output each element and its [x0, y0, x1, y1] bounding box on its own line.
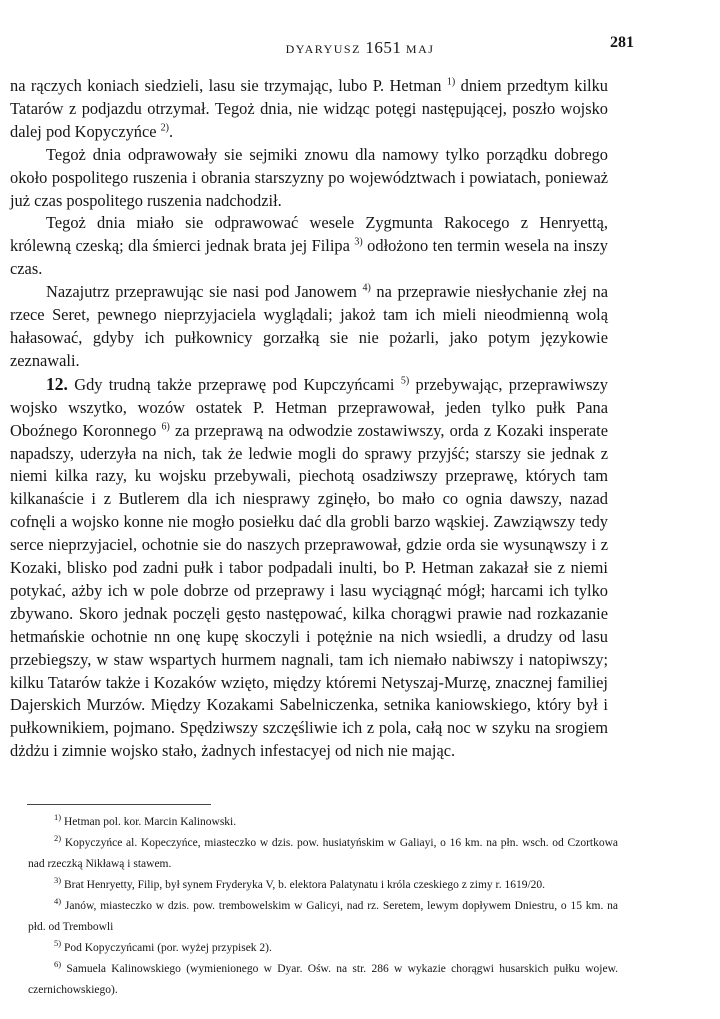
footnote-6 [28, 959, 618, 1001]
footnote-1-text: Hetman pol. kor. Marcin Kalinowski. [63, 816, 237, 828]
footnote-separator [27, 804, 211, 805]
paragraph-1-text-a: na rączych koniach siedzieli, lasu sie trzymając, lubo P. Hetman [10, 76, 442, 95]
footnote-3 [28, 875, 618, 896]
paragraph-5-text-b: przebywając, przeprawiwszy wojsko wszytko, wozów ostatek P. Hetman przeprawował, jeden tylko pułk Pana Oboźnego Koronnego [10, 374, 609, 440]
paragraph-1-text-c: . [169, 121, 174, 141]
footnote-1 [28, 812, 618, 833]
footnote-4-marker: 4) [54, 896, 62, 907]
footnote-6-marker: 6) [54, 959, 62, 970]
footnote-ref-5: 5) [400, 375, 410, 387]
paragraph-5 [10, 373, 608, 763]
footnote-2 [28, 833, 618, 875]
footnote-4-text: Janów, miasteczko w dzis. pow. trembowelskim w Galicyi, nad rz. Seretem, lewym dopływem Dniestru, o 15 km. na płd. od Trembowli [28, 900, 619, 933]
footnote-3-text: Brat Henryetty, Filip, był synem Fryderyka V, b. elektora Palatynatu i króla czeskiego z zimy r. 1619/20. [63, 879, 546, 891]
running-title-suffix: MAJ [405, 42, 435, 56]
footnote-2-text: Kopyczyńce al. Kopeczyńce, miasteczko w dzis. pow. husiatyńskim w Galiayi, o 16 km. na płn. wsch. od Czortkowa nad rzeczką Nikławą i stawem. [28, 837, 618, 870]
footnotes [28, 812, 618, 1001]
paragraph-4-text-a: Nazajutrz przeprawując sie nasi pod Janowem [46, 282, 357, 302]
paragraph-4-text-b: na przeprawie niesłychanie złej na rzece Seret, pewnego nieprzyjaciela wyglądali; jakoż tam ich mieli nieodmienną wolą hałasować, gdyby ich pułkownicy gorzałką sie nie pożarli, jako potym językowie zeznawali. [10, 282, 608, 370]
paragraph-4 [10, 281, 608, 373]
paragraph-3-text-b: odłożono ten termin wesela na inszy czas. [10, 236, 608, 279]
footnote-5-marker: 5) [54, 938, 62, 949]
running-title-prefix: DYARYUSZ [285, 42, 361, 56]
main-text [10, 75, 608, 763]
footnote-2-marker: 2) [54, 833, 62, 844]
paragraph-3-text-a: Tegoż dnia miało sie odprawować wesele Zygmunta Rakocego z Henryettą, królewną czeską; dla śmierci jednak brata jej Filipa [10, 213, 608, 256]
footnote-5-text: Pod Kopyczyńcami (por. wyżej przypisek 2). [63, 942, 272, 954]
page-number: 281 [610, 34, 634, 51]
paragraph-5-text-c: za przeprawą na odwodzie zostawiwszy, orda z Kozaki insperate napadszy, uderzyła na nich, tak że ledwie mogli do sprawy przyjść; starszy sie jednak z niemi kilka razy, ku wojsku przebywali, piechotą osadziwszy przeprawę, których tam kilkanaście i z Butlerem dla ich niesprawy zginęło, bo mało co ognia dawszy, nazad cofnęli a wojsko konne nie mogło posiełku dać dla grobli barzo wąskiej. Zawziąwszy tedy serce nieprzyjaciel, ochotnie sie do naszych przeprawował, gdzie orda sie wysunąwszy i z Kozaki, blisko pod zadni pułk i tabor podpadali inulti, bo P. Hetman zakazał sie z niemi potykać, ażby ich w pole dobrze od przeprawy i lasu wyciągnąć mógł; harcami ich tylko zbywano. Skoro jednak poczęli gęsto następować, kilka chorągwi prawie nad rozkazanie hetmańskie ochotnie nn onę kupę skoczyli i potężnie na nich wsiedli, a drudzy od lasu przebiegszy, w staw wspartych hurmem nagnali, tam ich niemało nabiwszy i natopiwszy; kilku Tatarów także i Kozaków wzięto, między któremi Netyszaj-Murzę, znacznej familiej Dajerskich Murzów. Między Kozakami Sabelniczenka, setnika kaniowskiego, który był i pułkownikiem, pojmano. Spędziwszy szczęśliwie ich z pola, całą noc w szyku na srogiem dżdżu i zimnie wojsko stało, żadnych infestacyej od nich nie mając. [10, 420, 608, 761]
footnote-ref-3: 3) [354, 236, 363, 248]
footnote-ref-6: 6) [161, 421, 170, 433]
paragraph-1-text-b: dniem przedtym kilku Tatarów z podjazdu otrzymał. Tegoż dnia, nie widząc potęgi następującej, poszło wojsko dalej pod Kopyczyńce [10, 76, 608, 141]
footnote-5 [28, 938, 618, 959]
section-number: 12. [46, 373, 68, 394]
footnote-ref-1: 1) [446, 76, 456, 88]
footnote-1-marker: 1) [54, 812, 62, 823]
paragraph-1 [10, 75, 608, 144]
footnote-ref-2: 2) [160, 122, 170, 134]
footnote-3-marker: 3) [54, 875, 62, 886]
paragraph-2: Tegoż dnia odprawowały sie sejmiki znowu dla namowy tylko porządku dobrego około pospolitego ruszenia i obrania starszyzny po województwach i powiatach, ponieważ już czas pospolitego ruszenia nadchodził. [10, 144, 608, 210]
paragraph-5-text-a: Gdy trudną także przeprawę pod Kupczyńcami [74, 374, 395, 394]
paragraph-3 [10, 212, 608, 281]
running-title-year: 1651 [365, 38, 402, 57]
footnote-6-text: Samuela Kalinowskiego (wymienionego w Dyar. Ośw. na str. 286 w wykazie chorągwi husarskich pułku wojew. czernichowskiego). [28, 963, 619, 996]
footnote-4 [28, 896, 618, 938]
footnote-ref-4: 4) [362, 282, 371, 294]
